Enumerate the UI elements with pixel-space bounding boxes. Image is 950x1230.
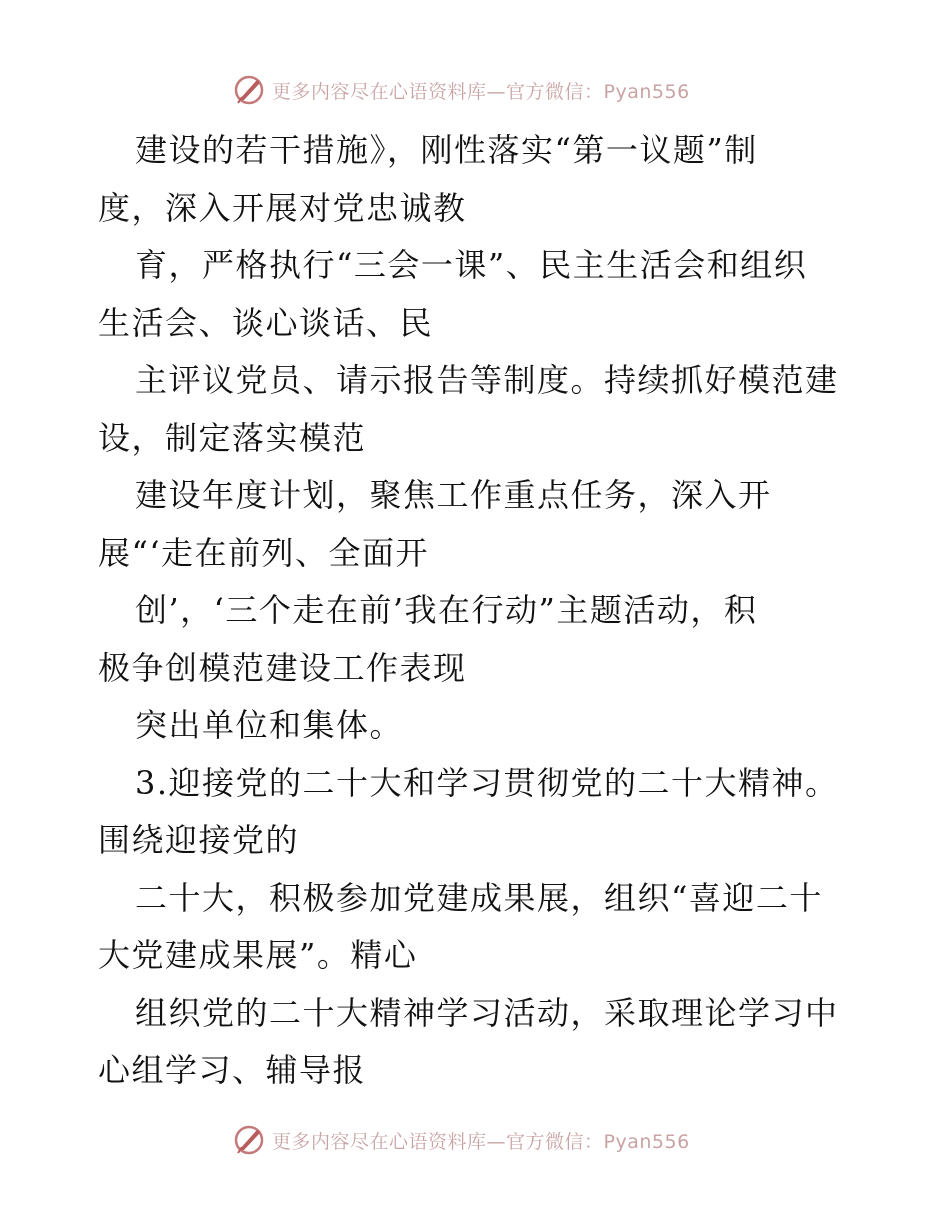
document-body	[98, 122, 858, 1100]
quill-pen-logo-icon	[232, 73, 266, 107]
text-line: 度，深入开展对党忠诚教	[98, 188, 467, 227]
text-line: 组织党的二十大精神学习活动，采取理论学习中	[135, 993, 839, 1032]
footer-watermark	[232, 1120, 690, 1160]
text-line: 极争创模范建设工作表现	[98, 648, 467, 687]
text-line: 展“‘走在前列、全面开	[98, 533, 430, 572]
watermark-text: 更多内容尽在心语资料库—官方微信：Pyan556	[272, 1130, 690, 1153]
text-line: 建设年度计划，聚焦工作重点任务，深入开	[135, 476, 772, 514]
quill-pen-logo-icon	[232, 1123, 266, 1157]
text-line: 二十大，积极参加党建成果展，组织“喜迎二十	[135, 878, 823, 917]
text-line: 心组学习、辅导报	[98, 1051, 367, 1089]
text-line: 设，制定落实模范	[98, 418, 367, 457]
text-line: 3.迎接党的二十大和学习贯彻党的二十大精神。	[135, 763, 839, 802]
text-line: 围绕迎接党的	[98, 821, 300, 859]
text-line: 育，严格执行“三会一课”、民主生活会和组织	[135, 246, 808, 284]
text-line: 建设的若干措施》，刚性落实“第一议题”制	[135, 131, 758, 169]
text-line: 突出单位和集体。	[135, 706, 404, 744]
text-line: 主评议党员、请示报告等制度。持续抓好模范建	[135, 361, 839, 399]
text-line: 大党建成果展”。精心	[98, 936, 418, 974]
text-line: 创’，‘三个走在前’我在行动”主题活动，积	[135, 591, 758, 629]
watermark-text: 更多内容尽在心语资料库—官方微信：Pyan556	[272, 80, 690, 103]
text-line: 生活会、谈心谈话、民	[98, 303, 434, 342]
header-watermark	[232, 70, 690, 110]
